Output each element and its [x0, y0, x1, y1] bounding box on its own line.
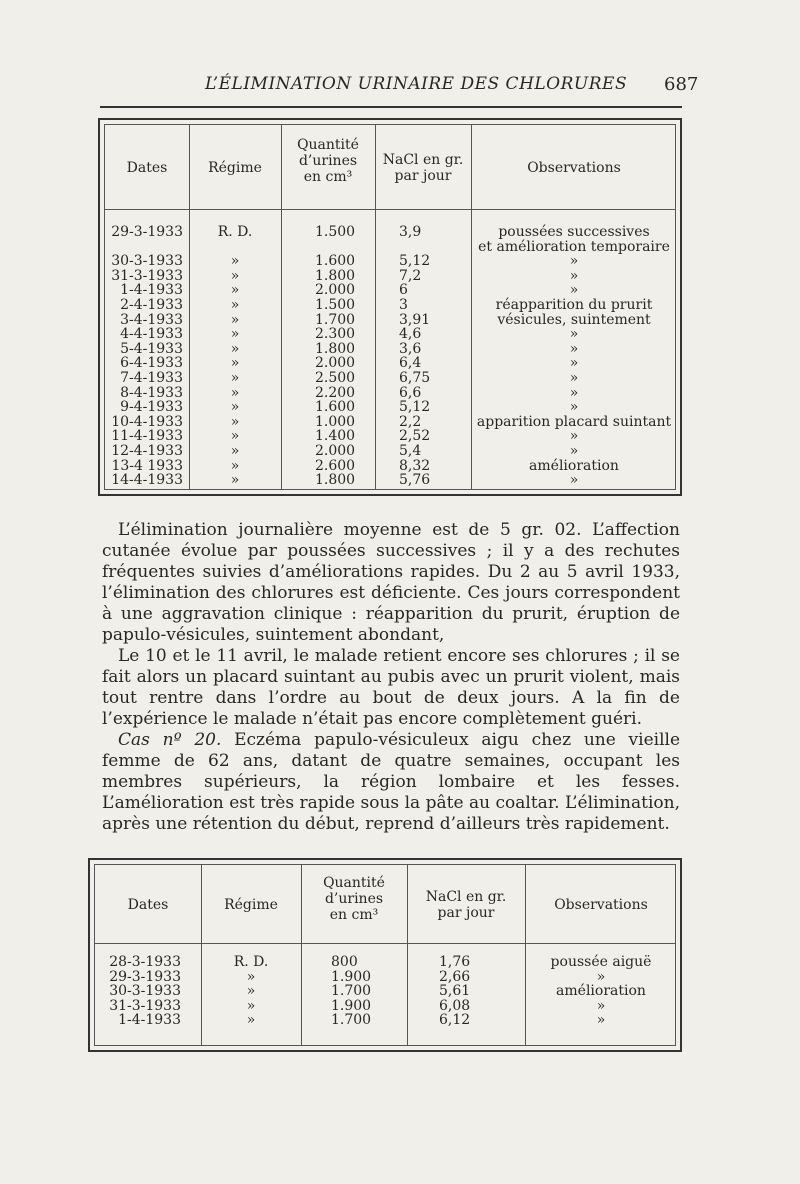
table-cell-regime: »: [230, 384, 240, 401]
header-dates: Dates: [126, 160, 168, 176]
header-dates: Dates: [127, 897, 169, 913]
table-cell-quantite: 1.500: [315, 224, 356, 240]
table-cell-obs: réapparition du prurit: [495, 297, 653, 313]
table-cell-date: 5-4-1933: [120, 340, 183, 357]
table-cell-nacl: 5,12: [399, 253, 431, 270]
table-cell-regime: R. D.: [217, 224, 253, 240]
table-cell-date: 11-4-1933: [111, 428, 183, 445]
case-label: Cas nº 20.: [118, 730, 222, 750]
table-cell-regime: »: [246, 997, 256, 1014]
table-cell-quantite: 1.800: [315, 472, 356, 489]
paragraph: L’élimination journalière moyenne est de 5 gr. 02. L’affection cutanée évolue par poussées successives ; il y a des rechutes fréquentes suivies d’améliorations rapides. Du 2 au 5 avril 1933, l’élimination des chlorures est déficiente. Ces jours correspondent à une aggravation clinique : réapparition du prurit, éruption de papulo-vésicules, suintement abondant,: [102, 520, 680, 645]
table-cell-regime: »: [246, 968, 256, 985]
table-cell-date: 14-4-1933: [111, 472, 183, 489]
table-cell-quantite: 1.800: [315, 267, 356, 284]
table-cell-date: 2-4-1933: [120, 297, 183, 313]
body-text-1: [102, 520, 680, 835]
table-cell-quantite: 2.000: [315, 355, 356, 372]
table-1: [98, 118, 682, 496]
table-cell-nacl: 2,66: [439, 968, 471, 985]
table-cell-nacl: 6,75: [399, 370, 431, 386]
table-cell-regime: »: [230, 457, 240, 474]
table-cell-quantite: 2.300: [315, 326, 356, 343]
table-cell-obs: »: [569, 399, 579, 416]
table-cell-regime: »: [230, 253, 240, 270]
table-cell-nacl: 3: [399, 297, 408, 313]
table-cell-obs: poussée aiguë: [550, 954, 652, 970]
table-cell-regime: »: [230, 443, 240, 459]
case-text: Eczéma papulo-vésiculeux aigu chez une vieille femme de 62 ans, datant de quatre semaines, occupant les membres supérieurs, la région lombaire et les fesses. L’amélioration est très rapide sous la pâte au coaltar. L’élimination, après une rétention du début, reprend d’ailleurs très rapidement.: [102, 730, 680, 834]
table-cell-obs: »: [569, 355, 579, 372]
page-number: 687: [664, 74, 699, 95]
header-observations: Observations: [527, 160, 621, 176]
table-cell-quantite: 1.700: [331, 1012, 372, 1029]
table-cell-nacl: 6,4: [399, 355, 422, 372]
table-cell-regime: »: [230, 472, 240, 489]
table-cell-date: 29-3-1933: [111, 224, 183, 240]
header-divider: [105, 209, 675, 210]
table-cell-quantite: 1.400: [315, 428, 356, 445]
header-quantite: Quantité d’urines en cm³: [323, 875, 385, 923]
table-cell-obs: »: [569, 384, 579, 401]
table-cell-quantite: 1.700: [331, 983, 372, 1000]
table-cell-nacl: 5,76: [399, 472, 431, 489]
case-paragraph: [102, 730, 680, 835]
header-divider: [95, 943, 675, 944]
table-2-frame: [94, 864, 676, 1046]
table-cell-date: 29-3-1933: [109, 968, 181, 985]
table-cell-quantite: 1.600: [315, 253, 356, 270]
table-cell-regime: »: [246, 1012, 256, 1029]
table-cell-obs: »: [569, 340, 579, 357]
table-cell-regime: »: [230, 399, 240, 416]
table-cell-quantite: 1.600: [315, 399, 356, 416]
table-cell-obs: »: [569, 282, 579, 299]
table-cell-nacl: 5,61: [439, 983, 471, 1000]
table-cell-obs: »: [569, 253, 579, 270]
table-cell-regime: »: [230, 340, 240, 357]
table-cell-date: 12-4-1933: [111, 443, 183, 459]
table-cell-regime: »: [230, 370, 240, 386]
table-cell-quantite: 1.900: [331, 997, 372, 1014]
table-cell-date: 4-4-1933: [120, 326, 183, 343]
table-cell-date: 7-4-1933: [120, 370, 183, 386]
table-cell-nacl: 5,4: [399, 443, 422, 459]
table-cell-nacl: 4,6: [399, 326, 422, 343]
table-cell-quantite: 800: [331, 954, 358, 970]
table-cell-date: 6-4-1933: [120, 355, 183, 372]
table-cell-obs: amélioration: [556, 983, 646, 1000]
table-cell-date: 28-3-1933: [109, 954, 181, 970]
table-cell-regime: »: [230, 282, 240, 299]
table-cell-date: 1-4-1933: [120, 282, 183, 299]
table-2: [88, 858, 682, 1052]
table-cell-obs: »: [596, 997, 606, 1014]
table-cell-obs: »: [569, 326, 579, 343]
table-cell-date: 30-3-1933: [111, 253, 183, 270]
table-cell-quantite: 1.000: [315, 413, 356, 430]
table-cell-nacl: 7,2: [399, 267, 422, 284]
table-cell-regime: »: [230, 297, 240, 313]
table-cell-regime: »: [230, 326, 240, 343]
table-cell-quantite: 1.700: [315, 311, 356, 328]
table-cell-regime: »: [230, 428, 240, 445]
table-cell-obs: »: [596, 968, 606, 985]
table-cell-obs: apparition placard suintant: [476, 413, 672, 430]
table-cell-quantite: 2.000: [315, 443, 356, 459]
table-cell-obs: »: [569, 267, 579, 284]
table-cell-date: 8-4-1933: [120, 384, 183, 401]
table-cell-nacl: 8,32: [399, 457, 431, 474]
table-cell-regime: »: [246, 983, 256, 1000]
table-cell-quantite: 2.600: [315, 457, 356, 474]
table-cell-regime: R. D.: [233, 954, 269, 970]
table-cell-obs: »: [596, 1012, 606, 1029]
table-cell-quantite: 1.900: [331, 968, 372, 985]
table-cell-obs: »: [569, 428, 579, 445]
table-cell-obs: »: [569, 472, 579, 489]
paragraph: Le 10 et le 11 avril, le malade retient encore ses chlorures ; il se fait alors un placard suintant au pubis avec un prurit violent, mais tout rentre dans l’ordre au bout de deux jours. A la fin de l’expérience le malade n’était pas encore complètement guéri.: [102, 646, 680, 729]
table-cell-nacl: 6,12: [439, 1012, 471, 1029]
header-regime: Régime: [208, 160, 262, 176]
table-cell-date: 30-3-1933: [109, 983, 181, 1000]
table-cell-date: 3-4-1933: [120, 311, 183, 328]
header-regime: Régime: [224, 897, 278, 913]
table-cell-obs: et amélioration temporaire: [478, 238, 670, 255]
table-cell-quantite: 2.000: [315, 282, 356, 299]
table-1-frame: [104, 124, 676, 490]
table-cell-nacl: 3,91: [399, 311, 431, 328]
table-cell-regime: »: [230, 413, 240, 430]
table-cell-nacl: 2,52: [399, 428, 431, 445]
table-cell-date: 13-4 1933: [111, 457, 183, 474]
table-cell-obs: poussées successives: [498, 224, 650, 240]
header-nacl: NaCl en gr. par jour: [425, 889, 507, 921]
table-cell-nacl: 1,76: [439, 954, 471, 970]
table-cell-quantite: 1.800: [315, 340, 356, 357]
table-cell-nacl: 2,2: [399, 413, 422, 430]
table-cell-regime: »: [230, 267, 240, 284]
table-cell-nacl: 3,6: [399, 340, 422, 357]
header-rule: [100, 106, 682, 108]
table-cell-nacl: 6: [399, 282, 408, 299]
table-cell-regime: »: [230, 355, 240, 372]
table-cell-date: 1-4-1933: [118, 1012, 181, 1029]
table-cell-nacl: 5,12: [399, 399, 431, 416]
table-cell-obs: »: [569, 370, 579, 386]
table-cell-obs: amélioration: [529, 457, 619, 474]
table-cell-nacl: 6,08: [439, 997, 471, 1014]
header-observations: Observations: [554, 897, 648, 913]
header-nacl: NaCl en gr. par jour: [382, 152, 464, 184]
table-cell-nacl: 3,9: [399, 224, 422, 240]
table-cell-date: 31-3-1933: [109, 997, 181, 1014]
header-quantite: Quantité d’urines en cm³: [297, 137, 359, 185]
running-title: L’ÉLIMINATION URINAIRE DES CHLORURES: [205, 74, 628, 94]
table-cell-quantite: 2.200: [315, 384, 356, 401]
table-cell-date: 31-3-1933: [111, 267, 183, 284]
table-cell-nacl: 6,6: [399, 384, 422, 401]
table-cell-date: 10-4-1933: [111, 413, 183, 430]
table-cell-quantite: 2.500: [315, 370, 356, 386]
table-cell-date: 9-4-1933: [120, 399, 183, 416]
table-cell-obs: vésicules, suintement: [497, 311, 651, 328]
table-cell-quantite: 1.500: [315, 297, 356, 313]
table-cell-obs: »: [569, 443, 579, 459]
table-cell-regime: »: [230, 311, 240, 328]
